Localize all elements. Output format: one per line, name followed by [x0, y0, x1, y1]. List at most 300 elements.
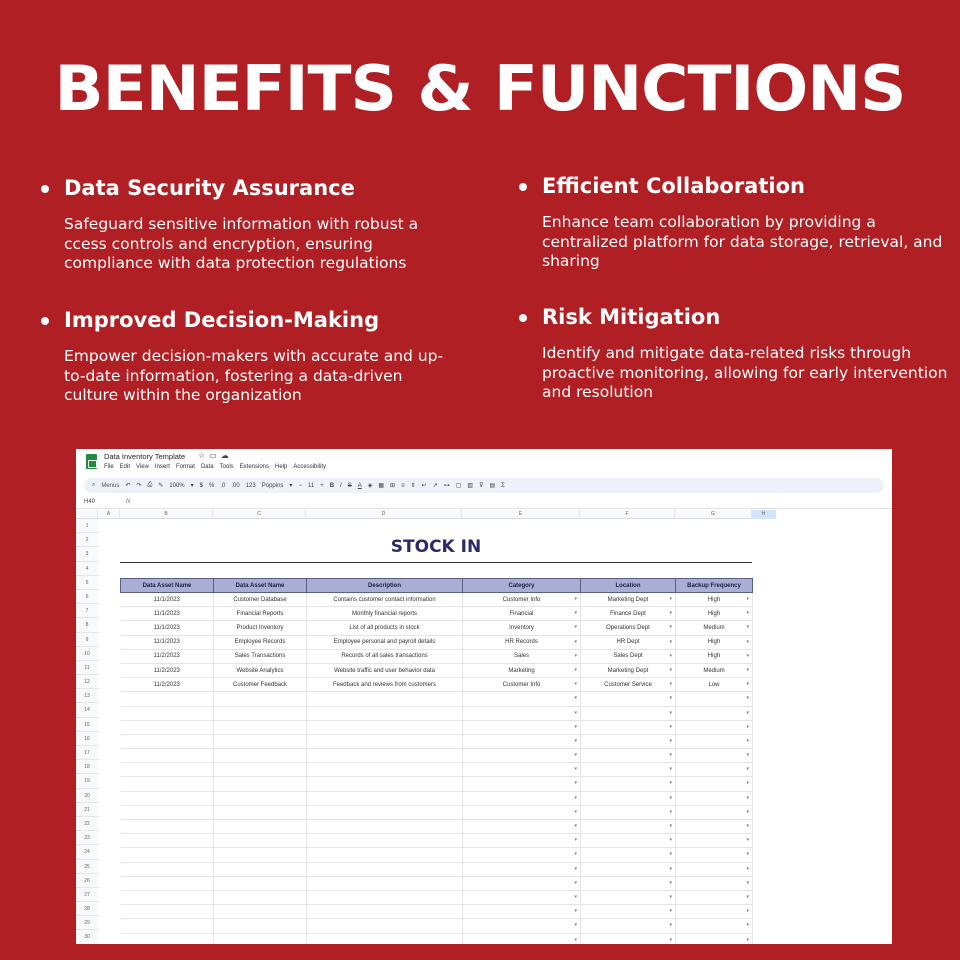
row-number[interactable]: 9: [76, 633, 98, 647]
menu-view[interactable]: View: [136, 464, 149, 470]
table-cell[interactable]: [214, 848, 307, 862]
table-cell[interactable]: [307, 692, 463, 706]
sheet-title-bar: [76, 449, 892, 477]
table-cell[interactable]: [121, 720, 214, 734]
table-cell[interactable]: [214, 706, 307, 720]
row-number[interactable]: 22: [76, 817, 98, 831]
benefit-description: Identify and mitigate data-related risks through proactive monitoring, allowing for early intervention and resolution: [542, 344, 948, 401]
table-cell[interactable]: [581, 933, 676, 944]
table-cell[interactable]: [214, 862, 307, 876]
align-icon[interactable]: ≡: [401, 482, 405, 489]
header-cell[interactable]: Backup Frequency: [676, 579, 753, 593]
row-number[interactable]: 26: [76, 874, 98, 888]
column-header-selected[interactable]: H: [752, 510, 776, 519]
table-cell[interactable]: [307, 862, 463, 876]
row-number[interactable]: 11: [76, 661, 98, 675]
table-cell[interactable]: [581, 692, 676, 706]
table-cell[interactable]: List of all products in stock: [307, 621, 463, 635]
table-cell[interactable]: [581, 777, 676, 791]
benefit-description: Empower decision-makers with accurate and up-to-date information, fostering a data-driven culture within the organization: [64, 347, 444, 404]
table-cell[interactable]: [676, 905, 753, 919]
italic-icon[interactable]: I: [340, 482, 342, 489]
percent-button[interactable]: %: [209, 482, 215, 489]
table-cell[interactable]: [676, 933, 753, 944]
table-cell[interactable]: [581, 720, 676, 734]
menu-extensions[interactable]: Extensions: [239, 464, 270, 470]
table-cell[interactable]: Records of all sales transactions: [307, 649, 463, 663]
menu-data[interactable]: Data: [200, 464, 214, 470]
table-cell[interactable]: Finance Dept ▾: [581, 607, 676, 621]
row-number[interactable]: 8: [76, 618, 98, 632]
table-row: [121, 734, 753, 748]
valign-icon[interactable]: ⇕: [410, 483, 416, 489]
table-cell[interactable]: High ▾: [676, 635, 753, 649]
table-cell[interactable]: 11/1/2023: [121, 593, 214, 607]
benefit-description: Enhance team collaboration by providing a centralized platform for data storage, retrieval, and sharing: [542, 213, 943, 270]
table-cell[interactable]: [214, 834, 307, 848]
table-cell[interactable]: Customer Database: [214, 593, 307, 607]
table-cell[interactable]: High ▾: [676, 607, 753, 621]
row-number[interactable]: 2: [76, 533, 98, 547]
table-cell[interactable]: Sales Transactions: [214, 649, 307, 663]
menu-accessibility[interactable]: Accessibility: [293, 464, 327, 470]
bullet-icon: [519, 183, 527, 191]
table-cell[interactable]: [463, 862, 581, 876]
currency-button[interactable]: $: [199, 482, 204, 489]
column-header[interactable]: D: [306, 510, 462, 519]
table-cell[interactable]: Financial ▾: [463, 607, 581, 621]
table-cell[interactable]: [121, 848, 214, 862]
table-cell[interactable]: [676, 763, 753, 777]
header-cell[interactable]: Data Asset Name: [121, 579, 214, 593]
table-cell[interactable]: [214, 720, 307, 734]
benefit-data-security: [41, 176, 451, 274]
row-number[interactable]: 23: [76, 831, 98, 845]
folder-icon[interactable]: ▭: [209, 451, 221, 460]
table-cell[interactable]: [581, 791, 676, 805]
menu-format[interactable]: Format: [175, 464, 195, 470]
row-number[interactable]: 10: [76, 647, 98, 661]
column-headers: [76, 510, 776, 519]
star-icon[interactable]: ☆: [198, 451, 210, 460]
row-number[interactable]: 17: [76, 746, 98, 760]
strikethrough-icon[interactable]: S: [347, 482, 352, 489]
table-cell[interactable]: [463, 876, 581, 890]
header-cell[interactable]: Description: [307, 579, 463, 593]
table-row: [121, 692, 753, 706]
table-cell[interactable]: [463, 848, 581, 862]
table-cell[interactable]: [121, 706, 214, 720]
redo-icon[interactable]: ↷: [136, 483, 142, 489]
row-number[interactable]: 30: [76, 930, 98, 944]
table-cell[interactable]: [676, 834, 753, 848]
row-number[interactable]: 16: [76, 732, 98, 746]
chart-icon[interactable]: ▥: [467, 483, 474, 489]
column-header[interactable]: E: [462, 510, 580, 519]
table-row: [121, 919, 753, 933]
table-cell[interactable]: [121, 890, 214, 904]
table-cell[interactable]: [581, 905, 676, 919]
table-cell[interactable]: [463, 791, 581, 805]
row-number[interactable]: 13: [76, 689, 98, 703]
table-cell[interactable]: [121, 834, 214, 848]
sheets-logo-icon: [86, 454, 97, 469]
table-cell[interactable]: [121, 692, 214, 706]
table-cell[interactable]: [676, 720, 753, 734]
benefit-title: Improved Decision-Making: [64, 308, 380, 332]
table-cell[interactable]: [581, 763, 676, 777]
table-cell[interactable]: Operations Dept ▾: [581, 621, 676, 635]
table-cell[interactable]: [463, 805, 581, 819]
table-cell[interactable]: [581, 862, 676, 876]
bold-icon[interactable]: B: [329, 482, 335, 489]
table-cell[interactable]: [121, 862, 214, 876]
table-cell[interactable]: [121, 876, 214, 890]
row-number[interactable]: 6: [76, 590, 98, 604]
table-row: [121, 678, 753, 692]
table-cell[interactable]: [214, 919, 307, 933]
font-size-decrease-icon[interactable]: −: [298, 482, 302, 489]
table-cell[interactable]: [307, 820, 463, 834]
table-cell[interactable]: Website traffic and user behavior data: [307, 663, 463, 677]
table-row: [121, 607, 753, 621]
table-cell[interactable]: [214, 876, 307, 890]
table-cell[interactable]: [214, 820, 307, 834]
table-cell[interactable]: Customer Info ▾: [463, 593, 581, 607]
table-cell[interactable]: Sales ▾: [463, 649, 581, 663]
header-cell[interactable]: Data Asset Name: [214, 579, 307, 593]
table-cell[interactable]: [463, 734, 581, 748]
table-cell[interactable]: Customer Info ▾: [463, 678, 581, 692]
table-cell[interactable]: [214, 791, 307, 805]
table-row: [121, 848, 753, 862]
table-cell[interactable]: 11/1/2023: [121, 607, 214, 621]
table-row: [121, 649, 753, 663]
page-headline: BENEFITS & FUNCTIONS: [54, 52, 906, 125]
table-cell[interactable]: Feedback and reviews from customers: [307, 678, 463, 692]
table-cell[interactable]: Marketing ▾: [463, 663, 581, 677]
link-icon[interactable]: ⊶: [443, 483, 450, 489]
table-cell[interactable]: Employee personal and payroll details: [307, 635, 463, 649]
table-cell[interactable]: [676, 862, 753, 876]
menu-file[interactable]: File: [104, 464, 114, 470]
row-number[interactable]: 18: [76, 760, 98, 774]
table-cell[interactable]: [307, 749, 463, 763]
table-cell[interactable]: [581, 706, 676, 720]
merge-cells-icon[interactable]: ⊞: [390, 483, 396, 489]
bullet-icon: [41, 185, 49, 193]
table-cell[interactable]: [463, 777, 581, 791]
rotate-icon[interactable]: ↗: [432, 483, 438, 489]
row-number[interactable]: 25: [76, 860, 98, 874]
table-row: [121, 663, 753, 677]
table-cell[interactable]: [121, 791, 214, 805]
row-number[interactable]: 29: [76, 916, 98, 930]
borders-icon[interactable]: ▦: [378, 483, 385, 489]
table-cell[interactable]: Inventory ▾: [463, 621, 581, 635]
zoom-select[interactable]: 100%: [169, 482, 185, 489]
table-cell[interactable]: [307, 763, 463, 777]
table-cell[interactable]: [463, 905, 581, 919]
table-cell[interactable]: Medium ▾: [676, 621, 753, 635]
table-cell[interactable]: Employee Records: [214, 635, 307, 649]
table-cell[interactable]: HR Records ▾: [463, 635, 581, 649]
table-cell[interactable]: 11/2/2023: [121, 678, 214, 692]
table-cell[interactable]: [121, 749, 214, 763]
table-cell[interactable]: [581, 749, 676, 763]
table-cell[interactable]: [581, 919, 676, 933]
table-cell[interactable]: [463, 720, 581, 734]
table-cell[interactable]: [463, 763, 581, 777]
table-cell[interactable]: [581, 876, 676, 890]
benefit-title: Efficient Collaboration: [542, 174, 805, 198]
table-cell[interactable]: [463, 820, 581, 834]
table-cell[interactable]: [581, 890, 676, 904]
row-numbers: [76, 519, 98, 944]
table-row: [121, 820, 753, 834]
sheet-heading: STOCK IN: [390, 537, 482, 557]
table-cell[interactable]: [307, 933, 463, 944]
table-cell[interactable]: [307, 876, 463, 890]
table-row: [121, 905, 753, 919]
filter-icon[interactable]: ⊽: [479, 483, 484, 489]
table-cell[interactable]: High ▾: [676, 649, 753, 663]
table-row: [121, 791, 753, 805]
row-number[interactable]: 20: [76, 789, 98, 803]
table-header-row: [121, 579, 753, 593]
table-cell[interactable]: Marketing Dept ▾: [581, 663, 676, 677]
table-cell[interactable]: Low ▾: [676, 678, 753, 692]
row-number[interactable]: 12: [76, 675, 98, 689]
header-cell[interactable]: Category: [463, 579, 581, 593]
cloud-icon: ☁: [220, 451, 233, 460]
table-row: [121, 862, 753, 876]
table-cell[interactable]: [307, 706, 463, 720]
formula-input[interactable]: fx: [126, 499, 131, 505]
benefit-title: Data Security Assurance: [64, 176, 355, 200]
row-number[interactable]: 4: [76, 562, 98, 576]
table-cell[interactable]: [307, 905, 463, 919]
column-header[interactable]: C: [213, 510, 306, 519]
row-number[interactable]: 21: [76, 803, 98, 817]
row-number[interactable]: 5: [76, 576, 98, 590]
table-cell[interactable]: [463, 890, 581, 904]
table-cell[interactable]: [676, 777, 753, 791]
table-cell[interactable]: [121, 820, 214, 834]
table-cell[interactable]: [307, 890, 463, 904]
table-cell[interactable]: [676, 791, 753, 805]
table-cell[interactable]: High ▾: [676, 593, 753, 607]
table-cell[interactable]: [121, 805, 214, 819]
table-cell[interactable]: [676, 706, 753, 720]
document-title[interactable]: Data Inventory Template: [104, 452, 186, 461]
menu-edit[interactable]: Edit: [119, 464, 131, 470]
table-cell[interactable]: [463, 834, 581, 848]
row-number[interactable]: 28: [76, 902, 98, 916]
benefit-description: Safeguard sensitive information with robust a ccess controls and encryption, ensuring compliance with data protection regulations: [64, 215, 419, 272]
table-row: [121, 763, 753, 777]
table-cell[interactable]: [121, 777, 214, 791]
number-format-button[interactable]: 123: [245, 482, 256, 489]
row-number[interactable]: 19: [76, 774, 98, 788]
benefit-risk-mitigation: [519, 305, 949, 403]
table-cell[interactable]: [307, 805, 463, 819]
table-row: [121, 621, 753, 635]
benefit-title: Risk Mitigation: [542, 305, 721, 329]
heading-divider: [120, 562, 752, 563]
table-cell[interactable]: [581, 848, 676, 862]
table-cell[interactable]: Marketing Dept ▾: [581, 593, 676, 607]
table-cell[interactable]: [214, 777, 307, 791]
table-cell[interactable]: [463, 749, 581, 763]
functions-icon[interactable]: Σ: [501, 482, 505, 489]
undo-icon[interactable]: ↶: [125, 483, 131, 489]
row-number[interactable]: 15: [76, 718, 98, 732]
row-number[interactable]: 1: [76, 519, 98, 533]
table-cell[interactable]: [676, 805, 753, 819]
table-cell[interactable]: 11/2/2023: [121, 649, 214, 663]
table-cell[interactable]: [214, 933, 307, 944]
table-cell[interactable]: [214, 749, 307, 763]
table-cell[interactable]: 11/2/2023: [121, 663, 214, 677]
comment-icon[interactable]: ▢: [455, 483, 462, 489]
bullet-icon: [41, 317, 49, 325]
table-cell[interactable]: HR Dept ▾: [581, 635, 676, 649]
table-cell[interactable]: [214, 692, 307, 706]
table-cell[interactable]: [121, 763, 214, 777]
menu-help[interactable]: Help: [275, 464, 288, 470]
table-cell[interactable]: Monthly financial reports: [307, 607, 463, 621]
table-cell[interactable]: Sales Dept ▾: [581, 649, 676, 663]
table-cell[interactable]: Customer Feedback: [214, 678, 307, 692]
table-cell[interactable]: [214, 734, 307, 748]
table-cell[interactable]: [676, 876, 753, 890]
table-row: [121, 635, 753, 649]
benefit-decision-making: [41, 308, 451, 406]
table-row: [121, 777, 753, 791]
table-cell[interactable]: [307, 734, 463, 748]
table-row: [121, 805, 753, 819]
table-cell[interactable]: [307, 777, 463, 791]
table-cell[interactable]: [214, 805, 307, 819]
table-cell[interactable]: [581, 734, 676, 748]
table-cell[interactable]: [121, 905, 214, 919]
table-cell[interactable]: [676, 919, 753, 933]
table-cell[interactable]: [307, 791, 463, 805]
paint-format-icon[interactable]: ✎: [158, 483, 164, 489]
row-number[interactable]: 14: [76, 703, 98, 717]
menu-insert[interactable]: Insert: [154, 464, 170, 470]
table-cell[interactable]: [676, 820, 753, 834]
filter-views-icon[interactable]: ▤: [489, 483, 496, 489]
table-cell[interactable]: [581, 805, 676, 819]
title-actions: [198, 451, 233, 460]
table-row: [121, 706, 753, 720]
table-cell[interactable]: [676, 890, 753, 904]
table-cell[interactable]: [676, 692, 753, 706]
spreadsheet-screenshot: [76, 449, 892, 944]
row-number[interactable]: 7: [76, 604, 98, 618]
table-cell[interactable]: Contains customer contact information: [307, 593, 463, 607]
font-size-increase-icon[interactable]: +: [320, 482, 324, 489]
table-cell[interactable]: [463, 692, 581, 706]
table-cell[interactable]: [307, 919, 463, 933]
table-cell[interactable]: Customer Service ▾: [581, 678, 676, 692]
text-color-icon[interactable]: A: [357, 482, 362, 489]
print-icon[interactable]: ⎙: [147, 482, 153, 488]
bullet-icon: [519, 314, 527, 322]
table-cell[interactable]: Medium ▾: [676, 663, 753, 677]
table-cell[interactable]: Financial Reports: [214, 607, 307, 621]
wrap-icon[interactable]: ↵: [421, 483, 427, 489]
column-header[interactable]: B: [120, 510, 213, 519]
chevron-down-icon: ▾: [289, 483, 293, 489]
toolbar: [84, 478, 884, 493]
table-cell[interactable]: [121, 734, 214, 748]
font-select[interactable]: Poppins: [261, 482, 284, 489]
table-cell[interactable]: [581, 820, 676, 834]
font-size-input[interactable]: 11: [307, 482, 315, 489]
table-cell[interactable]: [581, 834, 676, 848]
search-icon[interactable]: ⌕: [92, 482, 96, 488]
table-cell[interactable]: [463, 706, 581, 720]
corner-cell[interactable]: [76, 510, 98, 519]
row-number[interactable]: 27: [76, 888, 98, 902]
increase-decimal-icon[interactable]: .00: [231, 482, 240, 489]
table-cell[interactable]: [463, 933, 581, 944]
column-header[interactable]: A: [98, 510, 120, 519]
table-cell[interactable]: 11/1/2023: [121, 621, 214, 635]
chevron-down-icon: ▾: [190, 483, 194, 489]
row-number[interactable]: 24: [76, 845, 98, 859]
fill-color-icon[interactable]: ◈: [367, 483, 373, 489]
table-row: [121, 876, 753, 890]
table-row: [121, 720, 753, 734]
table-cell[interactable]: [121, 919, 214, 933]
table-row: [121, 890, 753, 904]
header-cell[interactable]: Location: [581, 579, 676, 593]
table-cell[interactable]: [214, 905, 307, 919]
search-menus-input[interactable]: Menus: [101, 482, 120, 489]
table-cell[interactable]: [121, 933, 214, 944]
inventory-table: [120, 578, 753, 944]
table-cell[interactable]: [307, 720, 463, 734]
menu-bar: [104, 464, 326, 470]
decrease-decimal-icon[interactable]: .0: [220, 482, 226, 489]
table-cell[interactable]: Website Analytics: [214, 663, 307, 677]
menu-tools[interactable]: Tools: [219, 464, 234, 470]
table-cell[interactable]: 11/1/2023: [121, 635, 214, 649]
table-cell[interactable]: [214, 890, 307, 904]
column-header[interactable]: G: [675, 510, 752, 519]
formula-bar: [76, 497, 892, 509]
table-cell[interactable]: [676, 749, 753, 763]
table-cell[interactable]: Product Inventory: [214, 621, 307, 635]
table-row: [121, 749, 753, 763]
table-cell[interactable]: [676, 848, 753, 862]
table-cell[interactable]: [307, 848, 463, 862]
column-header[interactable]: F: [580, 510, 675, 519]
table-row: [121, 834, 753, 848]
row-number[interactable]: 3: [76, 547, 98, 561]
table-row: [121, 593, 753, 607]
table-cell[interactable]: [214, 763, 307, 777]
table-cell[interactable]: [676, 734, 753, 748]
name-box[interactable]: H40: [84, 499, 96, 505]
table-cell[interactable]: [463, 919, 581, 933]
table-cell[interactable]: [307, 834, 463, 848]
table-row: [121, 933, 753, 944]
